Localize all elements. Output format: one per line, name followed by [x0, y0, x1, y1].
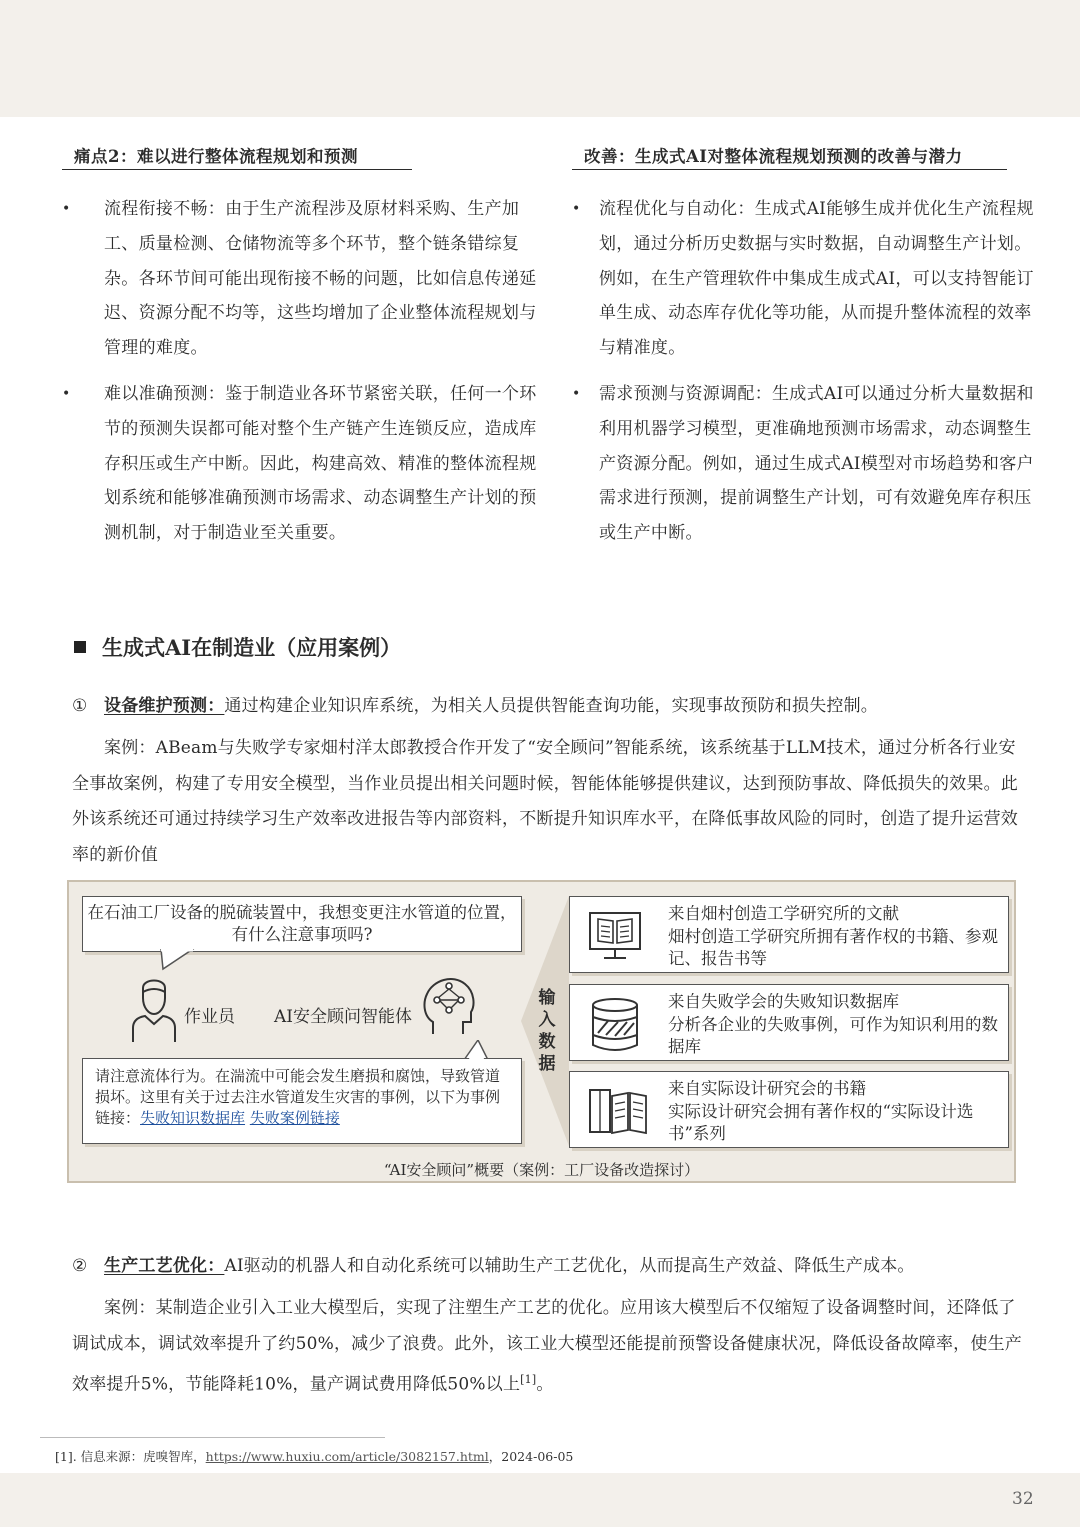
books-icon [588, 1084, 648, 1138]
footnote-divider [40, 1437, 385, 1438]
section-title: 生成式AI在制造业（应用案例） [74, 632, 401, 662]
question-bubble: 在石油工厂设备的脱硫装置中，我想变更注水管道的位置，有什么注意事项吗? [82, 896, 522, 952]
list-item: • 流程衔接不畅：由于生产流程涉及原材料采购、生产加工、质量检测、仓储物流等多个环节，整个链条错综复杂。各环节间可能出现衔接不畅的问题，比如信息传递延迟、资源分配不均等，这些均增加了企业整体流程规划与管理的难度。 [62, 192, 542, 366]
case2-keyword: 生产工艺优化： [104, 1256, 225, 1276]
input-data-label: 输入数据 [538, 988, 556, 1074]
failure-database-link[interactable]: 失败知识数据库 [140, 1109, 246, 1127]
improvement-column [572, 145, 1042, 562]
pain-point-heading: 痛点2：难以进行整体流程规划和预测 [62, 145, 412, 170]
ai-head-icon [419, 972, 479, 1038]
improvement-list [572, 192, 1042, 551]
case1-summary: ① 设备维护预测：通过构建企业知识库系统，为相关人员提供智能查询功能，实现事故预防和损失控制。 [72, 696, 879, 716]
source-box-literature: 来自畑村创造工学研究所的文献 畑村创造工学研究所拥有著作权的书籍、参观记、报告书等 [569, 896, 1009, 973]
answer-bubble: 请注意流体行为。在湍流中可能会发生磨损和腐蚀，导致管道损坏。这里有关于过去注水管道发生灾害的事例，以下为事例链接：失败知识数据库 失败案例链接 [82, 1058, 522, 1144]
bullet-dot-icon: • [572, 385, 581, 402]
case2-example: 案例：某制造企业引入工业大模型后，实现了注塑生产工艺的优化。应用该大模型后不仅缩短了设备调整时间，还降低了调试成本，调试效率提升了约50%，减少了浪费。此外，该工业大模型还能提前预警设备健康状况，降低设备故障率，使生产效率提升5%，节能降耗10%，量产调试费用降低50%以上[1]。 [72, 1298, 1022, 1395]
bullet-dot-icon: • [572, 201, 581, 217]
list-item: • 流程优化与自动化：生成式AI能够生成并优化生产流程规划，通过分析历史数据与实时数据，自动调整生产计划。例如，在生产管理软件中集成生成式AI，可以支持智能订单生成、动态库存优化等功能，从而提升整体流程的效率与精准度。 [572, 192, 1042, 366]
book-monitor-icon [588, 909, 642, 963]
source-box-books: 来自实际设计研究会的书籍 实际设计研究会拥有著作权的“实际设计选书”系列 [569, 1071, 1009, 1148]
database-icon [588, 997, 642, 1053]
source-box-database: 来自失败学会的失败知识数据库 分析各企业的失败事例，可作为知识利用的数据库 [569, 984, 1009, 1061]
footnote-ref[interactable]: [1] [520, 1373, 537, 1386]
case2-summary: ② 生产工艺优化：AI驱动的机器人和自动化系统可以辅助生产工艺优化，从而提高生产效益、降低生产成本。 [72, 1256, 915, 1276]
improvement-heading: 改善：生成式AI对整体流程规划预测的改善与潜力 [572, 145, 1007, 170]
case1-example: 案例：ABeam与失败学专家畑村洋太郎教授合作开发了“安全顾问”智能系统，该系统基于LLM技术，通过分析各行业安全事故案例，构建了专用安全模型，当作业员提出相关问题时候，智能体能够提供建议，达到预防事故、降低损失的效果。此外该系统还可通过持续学习生产效率改进报告等内部资料，不断提升知识库水平，在降低事故风险的同时，创造了提升运营效率的新价值 [72, 738, 1018, 865]
page-number: 32 [1012, 1489, 1034, 1509]
footnote: [1]. 信息来源：虎嗅智库，https://www.huxiu.com/article/3082157.html，2024-06-05 [55, 1449, 574, 1464]
bubble-tail-cover [454, 1044, 494, 1066]
ai-agent-label: AI安全顾问智能体 [274, 1007, 412, 1027]
header-band [0, 0, 1080, 117]
ai-safety-advisor-figure [67, 880, 1016, 1183]
square-bullet-icon [74, 641, 86, 653]
worker-icon [129, 978, 179, 1044]
worker-label: 作业员 [184, 1007, 235, 1027]
figure-caption: “AI安全顾问”概要（案例：工厂设备改造探讨） [383, 1161, 700, 1179]
list-item: • 难以准确预测：鉴于制造业各环节紧密关联，任何一个环节的预测失误都可能对整个生产链产生连锁反应，造成库存积压或生产中断。因此，构建高效、精准的整体流程规划系统和能够准确预测市场需求、动态调整生产计划的预测机制，对于制造业至关重要。 [62, 377, 542, 551]
bullet-dot-icon: • [62, 385, 71, 402]
pain-point-column [62, 145, 542, 562]
footer-band [0, 1473, 1080, 1527]
case1-keyword: 设备维护预测： [104, 696, 225, 716]
failure-case-link[interactable]: 失败案例链接 [249, 1109, 340, 1127]
pain-point-list [62, 192, 542, 551]
bubble-tail-icon [149, 949, 209, 971]
footnote-url-link[interactable]: https://www.huxiu.com/article/3082157.html [205, 1449, 489, 1464]
list-item: • 需求预测与资源调配：生成式AI可以通过分析大量数据和利用机器学习模型，更准确地预测市场需求，动态调整生产资源分配。例如，通过生成式AI模型对市场趋势和客户需求进行预测，提前调整生产计划，可有效避免库存积压或生产中断。 [572, 377, 1042, 551]
bullet-dot-icon: • [62, 201, 71, 217]
